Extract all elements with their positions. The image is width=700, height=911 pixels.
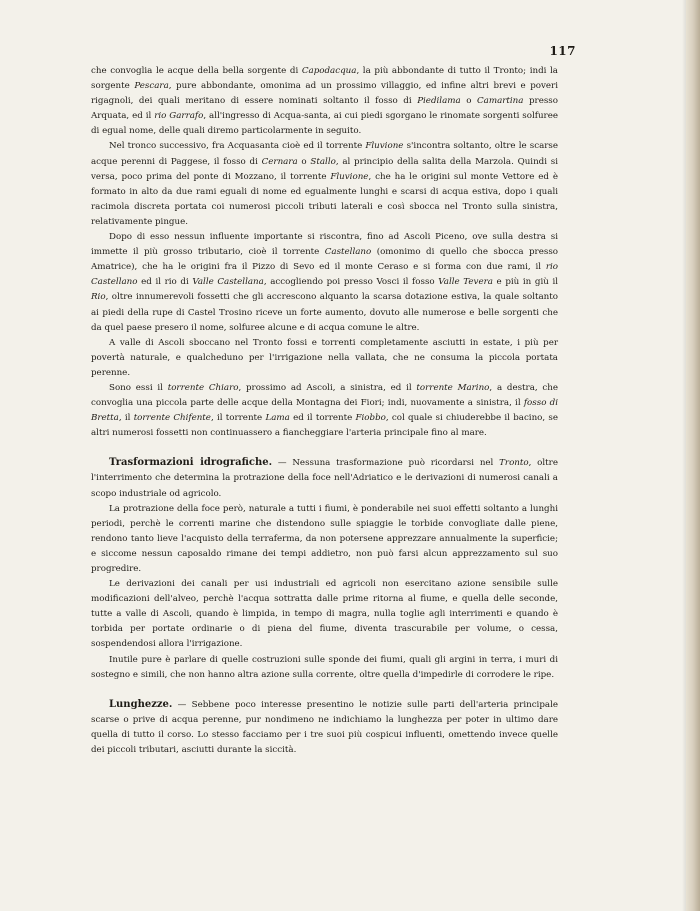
text-run: Le derivazioni dei canali per usi industriali ed agricoli non esercitano azione sensibile sulle modificazioni dell'alveo, perchè l'acqua sottratta dalle prime ritorna al fiume, e quella delle seconde, tutte a valle di Ascoli, quando è limpida, in tempo di magra, nulla toglie agli interrimenti e quando è torbida per portate ordinarie o di piena del fiume, diventa trascurabile per volume, o cessa, sospendendosi allora l'irrigazione. [91, 579, 558, 650]
text-run: , che ha le origini sul monte Vettore ed è formato in alto da due rami eguali di nome ed egualmente lunghi e scarsi di acqua estiva, dopo i quali racimola discreta portata coi numerosi piccoli tributi laterali e così sbocca nel Tronto sulla sinistra, relativamente pingue. [91, 171, 558, 227]
section-heading: Trasformazioni idrografiche. [109, 457, 273, 469]
italic-name: fosso di Bretta [91, 398, 558, 424]
text-run: , oltre l'interrimento che determina la protrazione della foce nell'Adriatico e le derivazioni di numerosi canali a scopo industriale od agricolo. [91, 458, 558, 499]
text-run: e più in giù il [492, 277, 559, 288]
italic-name: Valle Tevera [438, 277, 493, 288]
paragraph [91, 64, 558, 139]
italic-name: torrente Chifente [133, 413, 211, 424]
italic-name: Castellano [324, 247, 372, 258]
text-run: Dopo di esso nessun influente importante si riscontra, fino ad Ascoli Piceno, ove sulla destra si immette il più grosso tributario, cioè il torrente [91, 232, 558, 258]
paragraph [91, 577, 558, 652]
page-number: 117 [549, 44, 576, 58]
paragraph [91, 230, 558, 336]
text-run: , la più abbondante di tutto il Tronto; indi la sorgente [91, 66, 558, 92]
text-run: s'incontra soltanto, oltre le scarse acque perenni di Paggese, il fosso di [91, 141, 559, 167]
text-run: o [460, 96, 477, 107]
text-run: , a destra, che convoglia una piccola parte delle acque della Montagna dei Fiori; indi, nuovamente a sinistra, il [91, 382, 559, 409]
text-run: , oltre innumerevoli fossetti che gli accrescono alquanto la scarsa dotazione estiva, la quale soltanto ai piedi della rupe di Castel Trosino riceve un forte aumento, dovuto alle numerose e belle sorgenti che da quel paese presero il nome, solfuree alcune e di acqua comune le altre. [91, 292, 558, 333]
italic-name: torrente Marino [416, 382, 490, 393]
italic-name: Cernara [261, 156, 298, 167]
italic-name: rio Castellano [91, 262, 558, 288]
text-run: che convoglia le acque della bella sorgente di [91, 66, 302, 76]
text-run: Nel tronco successivo, fra Acquasanta cioè ed il torrente [109, 141, 366, 152]
text-run: A valle di Ascoli sboccano nel Tronto fossi e torrenti completamente asciutti in estate, i più per povertà naturale, e qualcheduno per l'irrigazione nella vallata, che ne consuma la piccola portata perenne. [91, 337, 558, 378]
paragraph [91, 381, 558, 441]
text-run: La protrazione della foce però, naturale a tutti i fiumi, è ponderabile nei suoi effetti soltanto a lunghi periodi, perchè le correnti marine che distendono sulle spiaggie le torbide convogliate dalle piene, rendono tanto lieve l'acquisto della terraferma, da non potersene apprezzare annualmente la superficie; e siccome nessun caposaldo rimane dei tempi addietro, non può farsi alcun apprezzamento sul suo progredire. [91, 503, 558, 574]
paragraph [91, 502, 558, 577]
text-run: (omonimo di quello che sbocca presso Amatrice), che ha le origini fra il Pizzo di Sevo ed il monte Ceraso e si forma con due rami, il [91, 247, 559, 273]
text-run: , il torrente [210, 413, 266, 424]
text-run: , accogliendo poi presso Vosci il fosso [263, 277, 439, 288]
body-text [91, 64, 558, 758]
italic-name: Piedilama [417, 96, 461, 107]
paragraph [91, 653, 558, 683]
page-edge [686, 0, 700, 911]
italic-name: Camartina [477, 96, 524, 107]
italic-name: Lama [265, 413, 290, 424]
text-run: ed il rio di [137, 277, 193, 288]
text-run: , all'ingresso di Acqua-santa, ai cui piedi sgorgano le rinomate sorgenti solfuree di egual nome, delle quali diremo particolarmente in seguito. [91, 111, 558, 137]
italic-name: Stallo [310, 156, 336, 167]
section-heading: Lunghezze. [109, 698, 173, 710]
italic-name: Fluvione [330, 171, 369, 182]
italic-name: Capodacqua [301, 66, 357, 76]
italic-name: Tronto [499, 458, 529, 469]
paragraph [91, 455, 558, 501]
italic-name: Fluvione [365, 141, 404, 152]
text-run: Sono essi il [109, 382, 168, 393]
text-run: , col quale si chiuderebbe il bacino, se altri numerosi fossetti non continuassero a fiancheggiare l'arteria principale fino al mare. [91, 413, 559, 439]
italic-name: Valle Castellana [192, 277, 264, 288]
italic-name: torrente Chiaro [167, 382, 239, 393]
text-run: — Nessuna trasformazione può ricordarsi nel [272, 458, 500, 469]
text-run: , al principio della salita della Marzola. Quindi si versa, poco prima del ponte di Mozzano, il torrente [91, 156, 558, 182]
paragraph [91, 697, 558, 758]
text-run: , il [118, 413, 134, 424]
text-run: o [297, 156, 311, 167]
paragraph [91, 139, 558, 230]
text-run: , prossimo ad Ascoli, a sinistra, ed il [238, 382, 417, 393]
text-run: — Sebbene poco interesse presentino le notizie sulle parti dell'arteria principale scarse o prive di acqua perenne, pur nondimeno ne indichiamo la lunghezza per poter in ultimo dare quella di tutto il corso. Lo stesso facciamo per i tre suoi più cospicui influenti, omettendo invece quelle dei piccoli tributari, asciutti durante la siccità. [91, 699, 558, 756]
italic-name: rio Garrafo [154, 111, 204, 122]
italic-name: Pescara [134, 81, 169, 92]
text-run: presso Arquata, ed il [91, 96, 558, 122]
italic-name: Rio [91, 292, 106, 303]
italic-name: Fiobbo [355, 413, 386, 424]
text-run: , pure abbondante, omonima ad un prossimo villaggio, ed infine altri brevi e poveri rigagnoli, dei quali meritano di essere nominati soltanto il fosso di [91, 81, 558, 107]
text-run: Inutile pure è parlare di quelle costruzioni sulle sponde dei fiumi, quali gli argini in terra, i muri di sostegno e simili, che non hanno altra azione sulla corrente, oltre quella d'impedirle di corrodere le ripe. [91, 654, 558, 680]
paragraph [91, 336, 558, 381]
text-run: ed il torrente [289, 413, 356, 424]
